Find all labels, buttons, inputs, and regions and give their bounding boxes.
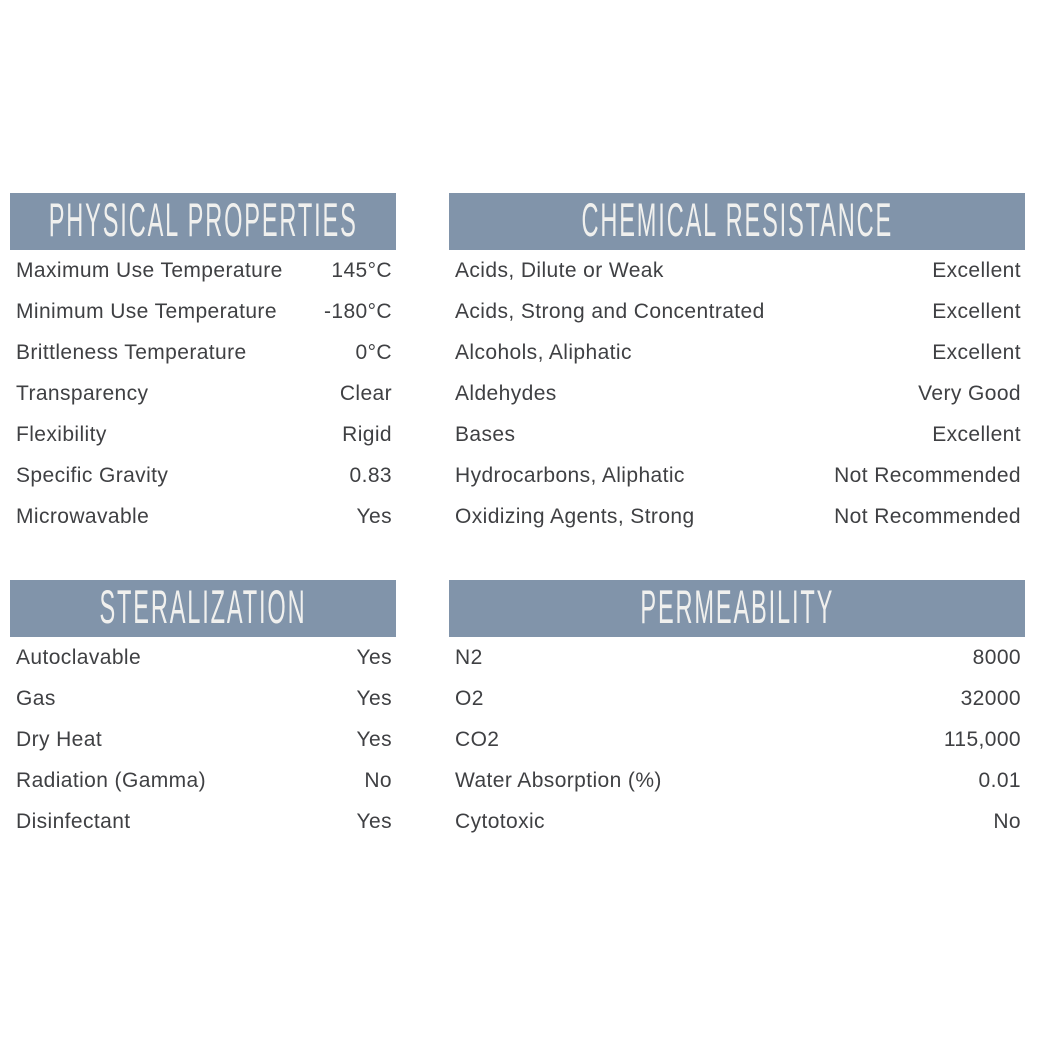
- property-value: Yes: [356, 809, 392, 833]
- property-label: Alcohols, Aliphatic: [455, 340, 632, 364]
- table-row: [10, 250, 396, 291]
- table-row: [449, 332, 1025, 373]
- property-label: Acids, Dilute or Weak: [455, 258, 664, 282]
- permeability-title: PERMEABILITY: [640, 581, 834, 635]
- property-value: Very Good: [918, 381, 1021, 405]
- property-value: Excellent: [932, 299, 1021, 323]
- table-row: [449, 373, 1025, 414]
- table-row: [449, 637, 1025, 678]
- table-row: [10, 373, 396, 414]
- property-label: Acids, Strong and Concentrated: [455, 299, 765, 323]
- property-value: No: [364, 768, 392, 792]
- table-row: [10, 801, 396, 842]
- property-label: Water Absorption (%): [455, 768, 662, 792]
- physical-properties-panel: [10, 193, 396, 537]
- property-value: Yes: [356, 504, 392, 528]
- table-row: [449, 760, 1025, 801]
- sterilization-header: [10, 580, 396, 637]
- physical-properties-header: [10, 193, 396, 250]
- property-value: Excellent: [932, 340, 1021, 364]
- property-value: 0.83: [349, 463, 392, 487]
- table-row: [449, 291, 1025, 332]
- physical-properties-rows: [10, 250, 396, 537]
- chemical-resistance-header: [449, 193, 1025, 250]
- permeability-panel: [449, 580, 1025, 842]
- table-row: [449, 678, 1025, 719]
- chemical-resistance-rows: [449, 250, 1025, 537]
- table-row: [449, 719, 1025, 760]
- property-label: Oxidizing Agents, Strong: [455, 504, 695, 528]
- table-row: [449, 414, 1025, 455]
- table-row: [449, 801, 1025, 842]
- property-value: 0°C: [355, 340, 392, 364]
- property-label: Microwavable: [16, 504, 150, 528]
- property-label: Cytotoxic: [455, 809, 545, 833]
- permeability-header: [449, 580, 1025, 637]
- property-label: Maximum Use Temperature: [16, 258, 283, 282]
- physical-properties-title: PHYSICAL PROPERTIES: [48, 194, 358, 248]
- property-value: Excellent: [932, 422, 1021, 446]
- property-label: O2: [455, 686, 484, 710]
- table-row: [10, 637, 396, 678]
- table-row: [449, 496, 1025, 537]
- table-row: [10, 291, 396, 332]
- property-label: Hydrocarbons, Aliphatic: [455, 463, 685, 487]
- property-value: 115,000: [943, 727, 1021, 751]
- table-row: [10, 455, 396, 496]
- sterilization-panel: [10, 580, 396, 842]
- table-row: [10, 414, 396, 455]
- property-label: Flexibility: [16, 422, 107, 446]
- property-label: Specific Gravity: [16, 463, 169, 487]
- property-value: Yes: [356, 686, 392, 710]
- chemical-resistance-title: CHEMICAL RESISTANCE: [581, 194, 893, 248]
- table-row: [10, 496, 396, 537]
- property-label: Transparency: [16, 381, 149, 405]
- property-label: Radiation (Gamma): [16, 768, 207, 792]
- sterilization-title: STERALIZATION: [99, 581, 307, 635]
- property-label: N2: [455, 645, 483, 669]
- property-label: Disinfectant: [16, 809, 131, 833]
- property-value: Excellent: [932, 258, 1021, 282]
- property-label: Brittleness Temperature: [16, 340, 247, 364]
- table-row: [10, 332, 396, 373]
- property-label: Minimum Use Temperature: [16, 299, 277, 323]
- property-label: Aldehydes: [455, 381, 557, 405]
- property-value: Not Recommended: [834, 463, 1021, 487]
- property-value: Yes: [356, 727, 392, 751]
- permeability-rows: [449, 637, 1025, 842]
- property-value: Not Recommended: [834, 504, 1021, 528]
- property-value: No: [993, 809, 1021, 833]
- property-label: CO2: [455, 727, 500, 751]
- property-label: Dry Heat: [16, 727, 103, 751]
- sterilization-rows: [10, 637, 396, 842]
- property-value: 8000: [972, 645, 1021, 669]
- property-value: -180°C: [324, 299, 392, 323]
- chemical-resistance-panel: [449, 193, 1025, 537]
- property-value: Rigid: [342, 422, 392, 446]
- property-value: 32000: [960, 686, 1021, 710]
- table-row: [10, 678, 396, 719]
- property-value: Clear: [339, 381, 392, 405]
- table-row: [449, 455, 1025, 496]
- table-row: [10, 719, 396, 760]
- property-label: Bases: [455, 422, 516, 446]
- property-value: Yes: [356, 645, 392, 669]
- table-row: [449, 250, 1025, 291]
- table-row: [10, 760, 396, 801]
- property-value: 145°C: [331, 258, 392, 282]
- property-label: Gas: [16, 686, 56, 710]
- property-value: 0.01: [978, 768, 1021, 792]
- property-label: Autoclavable: [16, 645, 142, 669]
